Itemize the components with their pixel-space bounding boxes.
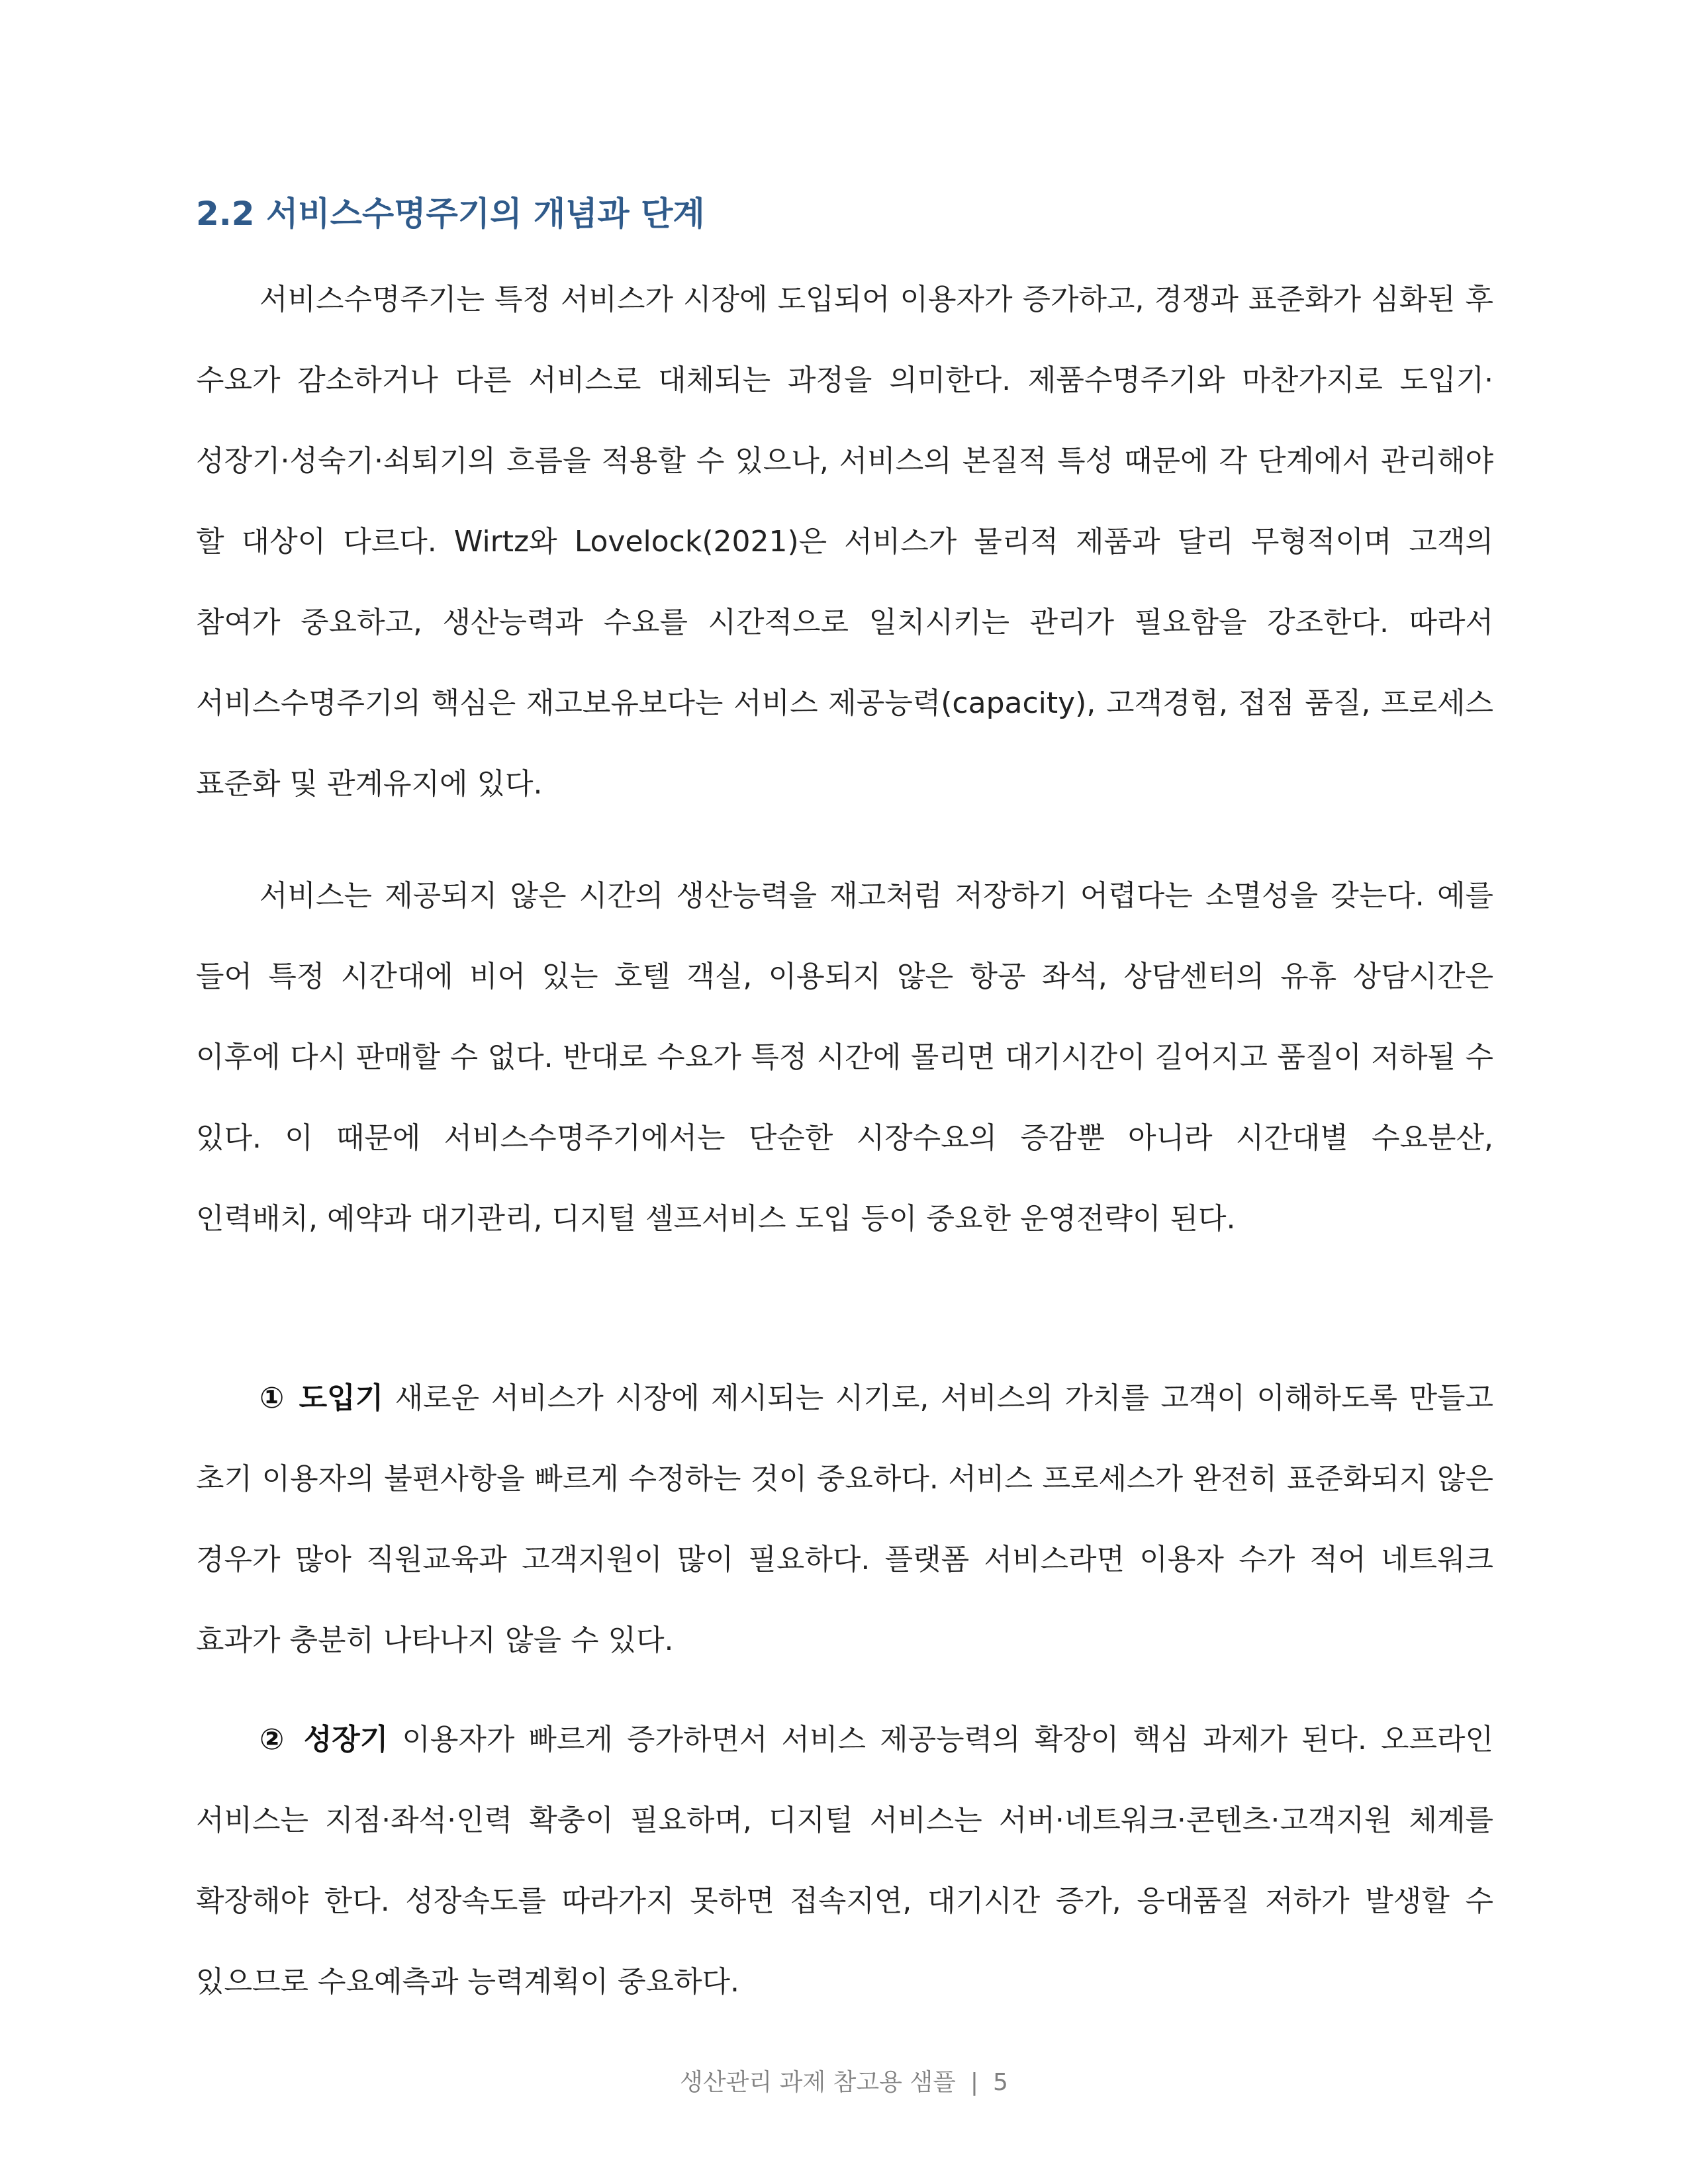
stage-label-introduction: ① 도입기 xyxy=(259,1381,384,1415)
paragraph-service-lifecycle-definition xyxy=(196,259,1493,825)
page-footer xyxy=(0,2066,1688,2099)
stage-label-growth: ② 성장기 xyxy=(259,1723,389,1756)
section-heading: 2.2 서비스수명주기의 개념과 단계 xyxy=(196,195,705,233)
paragraph-text: 서비스수명주기는 특정 서비스가 시장에 도입되어 이용자가 증가하고, 경쟁과 표준화가 심화된 후 수요가 감소하거나 다른 서비스로 대체되는 과정을 의미한다. 제품수명주기와 마찬가지로 도입기·성장기·성숙기·쇠퇴기의 흐름을 적용할 수 있으나, 서비스의 본질적 특성 때문에 각 단계에서 관리해야 할 대상이 다르다. Wirtz와 Lovelock(2021)은 서비스가 물리적 제품과 달리 무형적이며 고객의 참여가 중요하고, 생산능력과 수요를 시간적으로 일치시키는 관리가 필요함을 강조한다. 따라서 서비스수명주기의 핵심은 재고보유보다는 서비스 제공능력(capacity), 고객경험, 접점 품질, 프로세스 표준화 및 관계유지에 있다. xyxy=(196,283,1494,801)
paragraph-text: 이용자가 빠르게 증가하면서 서비스 제공능력의 확장이 핵심 과제가 된다. 오프라인 서비스는 지점·좌석·인력 확충이 필요하며, 디지털 서비스는 서버·네트워크·콘텐츠·고객지원 체계를 확장해야 한다. 성장속도를 따라가지 못하면 접속지연, 대기시간 증가, 응대품질 저하가 발생할 수 있으므로 수요예측과 능력계획이 중요하다. xyxy=(196,1723,1494,1999)
paragraph-perishability xyxy=(196,856,1493,1259)
footer-title: 생산관리 과제 참고용 샘플 xyxy=(680,2069,956,2096)
paragraph-text: 서비스는 제공되지 않은 시간의 생산능력을 재고처럼 저장하기 어렵다는 소멸성을 갖는다. 예를 들어 특정 시간대에 비어 있는 호텔 객실, 이용되지 않은 항공 좌석, 상담센터의 유휴 상담시간은 이후에 다시 판매할 수 없다. 반대로 수요가 특정 시간에 몰리면 대기시간이 길어지고 품질이 저하될 수 있다. 이 때문에 서비스수명주기에서는 단순한 시장수요의 증감뿐 아니라 시간대별 수요분산, 인력배치, 예약과 대기관리, 디지털 셀프서비스 도입 등이 중요한 운영전략이 된다. xyxy=(196,879,1493,1236)
paragraph-introduction-stage xyxy=(196,1358,1493,1681)
page-number: 5 xyxy=(993,2069,1008,2096)
paragraph-text: 새로운 서비스가 시장에 제시되는 시기로, 서비스의 가치를 고객이 이해하도록 만들고 초기 이용자의 불편사항을 빠르게 수정하는 것이 중요하다. 서비스 프로세스가 완전히 표준화되지 않은 경우가 많아 직원교육과 고객지원이 많이 필요하다. 플랫폼 서비스라면 이용자 수가 적어 네트워크 효과가 충분히 나타나지 않을 수 있다. xyxy=(196,1381,1493,1657)
footer-separator: | xyxy=(970,2069,979,2096)
paragraph-growth-stage xyxy=(196,1700,1493,2023)
